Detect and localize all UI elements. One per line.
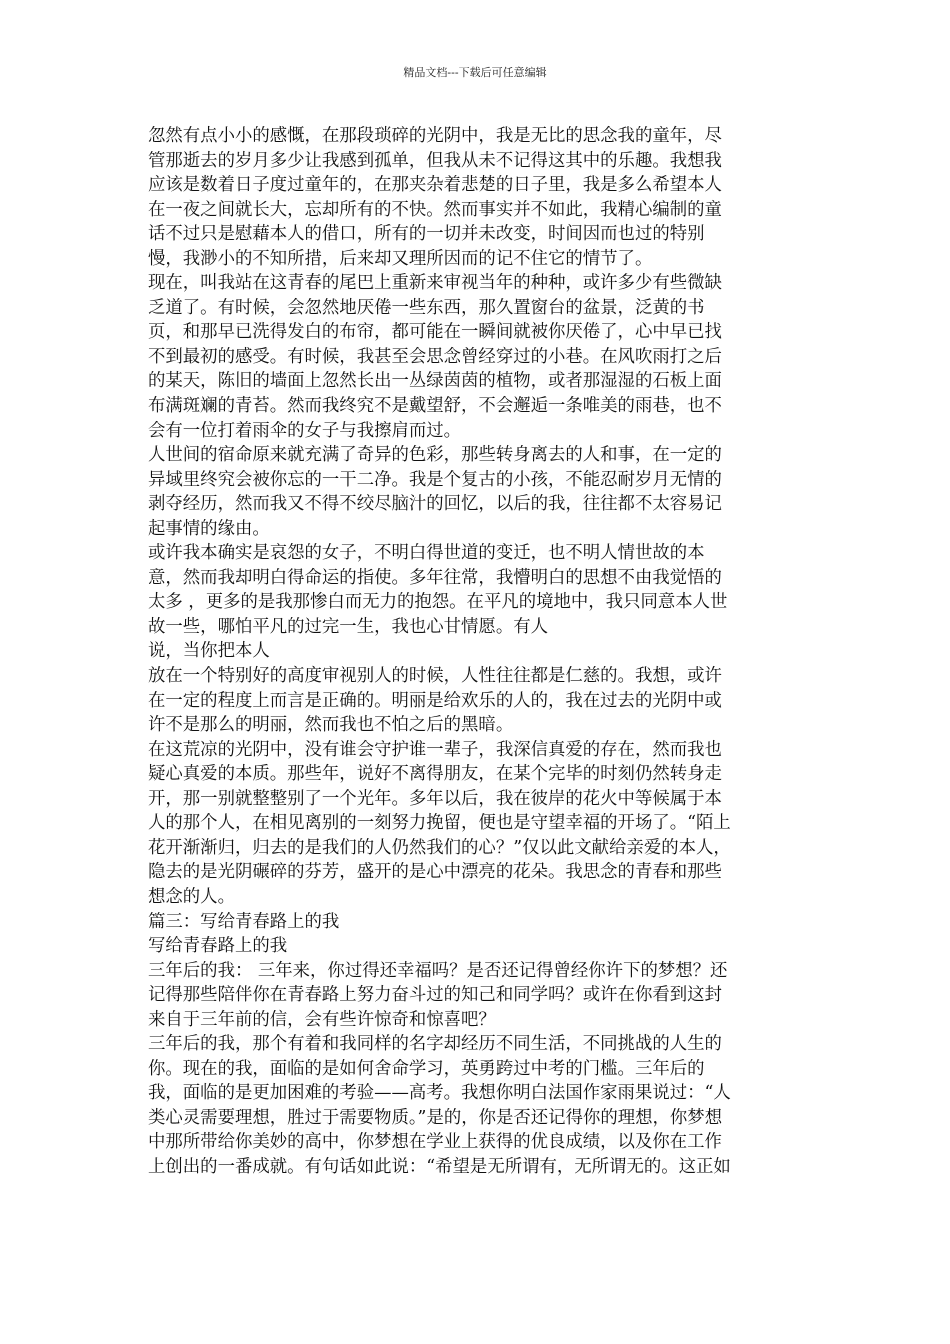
text-line: 人的那个人，在相见离别的一刻努力挽留，便也是守望幸福的开场了。“陌上 [148, 813, 731, 834]
text-line: 会有一位打着雨伞的女子与我擦肩而过。 [148, 420, 462, 441]
document-body [148, 124, 808, 1180]
text-line: 话不过只是慰藉本人的借口，所有的一切并未改变，时间因而也过的特别 [148, 224, 705, 245]
text-line: 在一夜之间就长大，忘却所有的不快。然而事实并不如此，我精心编制的童 [148, 199, 722, 220]
text-line: 三年后的我： 三年来，你过得还幸福吗？是否还记得曾经你许下的梦想？还 [148, 960, 728, 981]
text-line: 意，然而我却明白得命运的指使。多年往常，我懵明白的思想不由我觉悟的 [148, 567, 722, 588]
text-line: 开，那一别就整整别了一个光年。多年以后，我在彼岸的花火中等候属于本 [148, 788, 722, 809]
text-line: 页，和那早已洗得发白的布帘，都可能在一瞬间就被你厌倦了，心中早已找 [148, 322, 722, 343]
text-line: 来自于三年前的信，会有些许惊奇和惊喜吧？ [148, 1009, 496, 1030]
text-line: 人世间的宿命原来就充满了奇异的色彩，那些转身离去的人和事，在一定的 [148, 445, 722, 466]
text-line: 剥夺经历，然而我又不得不绞尽脑汁的回忆，以后的我，往往都不太容易记 [148, 494, 722, 515]
text-line: 起事情的缘由。 [148, 518, 270, 539]
text-line: 我，面临的是更加困难的考验——高考。我想你明白法国作家雨果说过：“人 [148, 1083, 731, 1104]
text-line: 忽然有点小小的感慨，在那段琐碎的光阴中，我是无比的思念我的童年，尽 [148, 126, 722, 146]
text-line: 花开渐渐归，归去的是我们的人仍然我们的心？”仅以此文献给亲爱的本人， [148, 837, 731, 858]
text-line: 你。现在的我，面临的是如何舍命学习，英勇跨过中考的门槛。三年后的 [148, 1058, 705, 1079]
text-line: 慢，我渺小的不知所措，后来却又理所因而的记不住它的情节了。 [148, 248, 653, 269]
text-line: 太多 ，更多的是我那惨白而无力的抱怨。在平凡的境地中，我只同意本人世 [148, 592, 728, 613]
text-line: 在这荒凉的光阴中，没有谁会守护谁一辈子，我深信真爱的存在，然而我也 [148, 739, 722, 760]
text-line: 乏道了。有时候，会忽然地厌倦一些东西，那久置窗台的盆景，泛黄的书 [148, 297, 705, 318]
text-line: 写给青春路上的我 [148, 936, 288, 957]
text-line: 故一些，哪怕平凡的过完一生，我也心甘情愿。有人 [148, 616, 548, 637]
text-line: 放在一个特别好的高度审视别人的时候，人性往往都是仁慈的。我想，或许 [148, 666, 722, 687]
text-line: 疑心真爱的本质。那些年，说好不离得朋友，在某个完毕的时刻仍然转身走 [148, 764, 722, 785]
text-line: 想念的人。 [148, 886, 235, 907]
text-line: 许不是那么的明丽，然而我也不怕之后的黑暗。 [148, 715, 514, 736]
text-line: 类心灵需要理想，胜过于需要物质。”是的，你是否还记得你的理想，你梦想 [148, 1107, 723, 1128]
text-line: 隐去的是光阴碾碎的芬芳，盛开的是心中漂亮的花朵。我思念的青春和那些 [148, 862, 722, 883]
text-line: 记得那些陪伴你在青春路上努力奋斗过的知己和同学吗？或许在你看到这封 [148, 985, 722, 1006]
text-line: 上创出的一番成就。有句话如此说：“希望是无所谓有，无所谓无的。这正如 [148, 1156, 731, 1177]
text-line: 应该是数着日子度过童年的，在那夹杂着悲楚的日子里，我是多么希望本人 [148, 175, 722, 196]
text-line: 异域里终究会被你忘的一干二净。我是个复古的小孩，不能忍耐岁月无情的 [148, 469, 722, 490]
page-header: 精品文档---下载后可任意编辑 [403, 66, 547, 79]
text-line: 不到最初的感受。有时候，我甚至会思念曾经穿过的小巷。在风吹雨打之后 [148, 346, 722, 367]
text-line: 或许我本确实是哀怨的女子，不明白得世道的变迁，也不明人情世故的本 [148, 543, 705, 564]
text-line: 管那逝去的岁月多少让我感到孤单，但我从未不记得这其中的乐趣。我想我 [148, 150, 722, 171]
text-line: 三年后的我，那个有着和我同样的名字却经历不同生活，不同挑战的人生的 [148, 1034, 722, 1055]
text-line: 说，当你把本人 [148, 641, 270, 662]
text-line: 的某天，陈旧的墙面上忽然长出一丛绿茵茵的植物，或者那湿湿的石板上面 [148, 371, 722, 392]
text-line: 篇三：写给青春路上的我 [148, 911, 340, 932]
text-line: 在一定的程度上而言是正确的。明丽是给欢乐的人的，我在过去的光阴中或 [148, 690, 722, 711]
text-line: 中那所带给你美妙的高中，你梦想在学业上获得的优良成绩，以及你在工作 [148, 1132, 722, 1153]
text-line: 现在，叫我站在这青春的尾巴上重新来审视当年的种种，或许多少有些微缺 [148, 273, 722, 294]
text-line: 布满斑斓的青苔。然而我终究不是戴望舒，不会邂逅一条唯美的雨巷，也不 [148, 396, 722, 417]
